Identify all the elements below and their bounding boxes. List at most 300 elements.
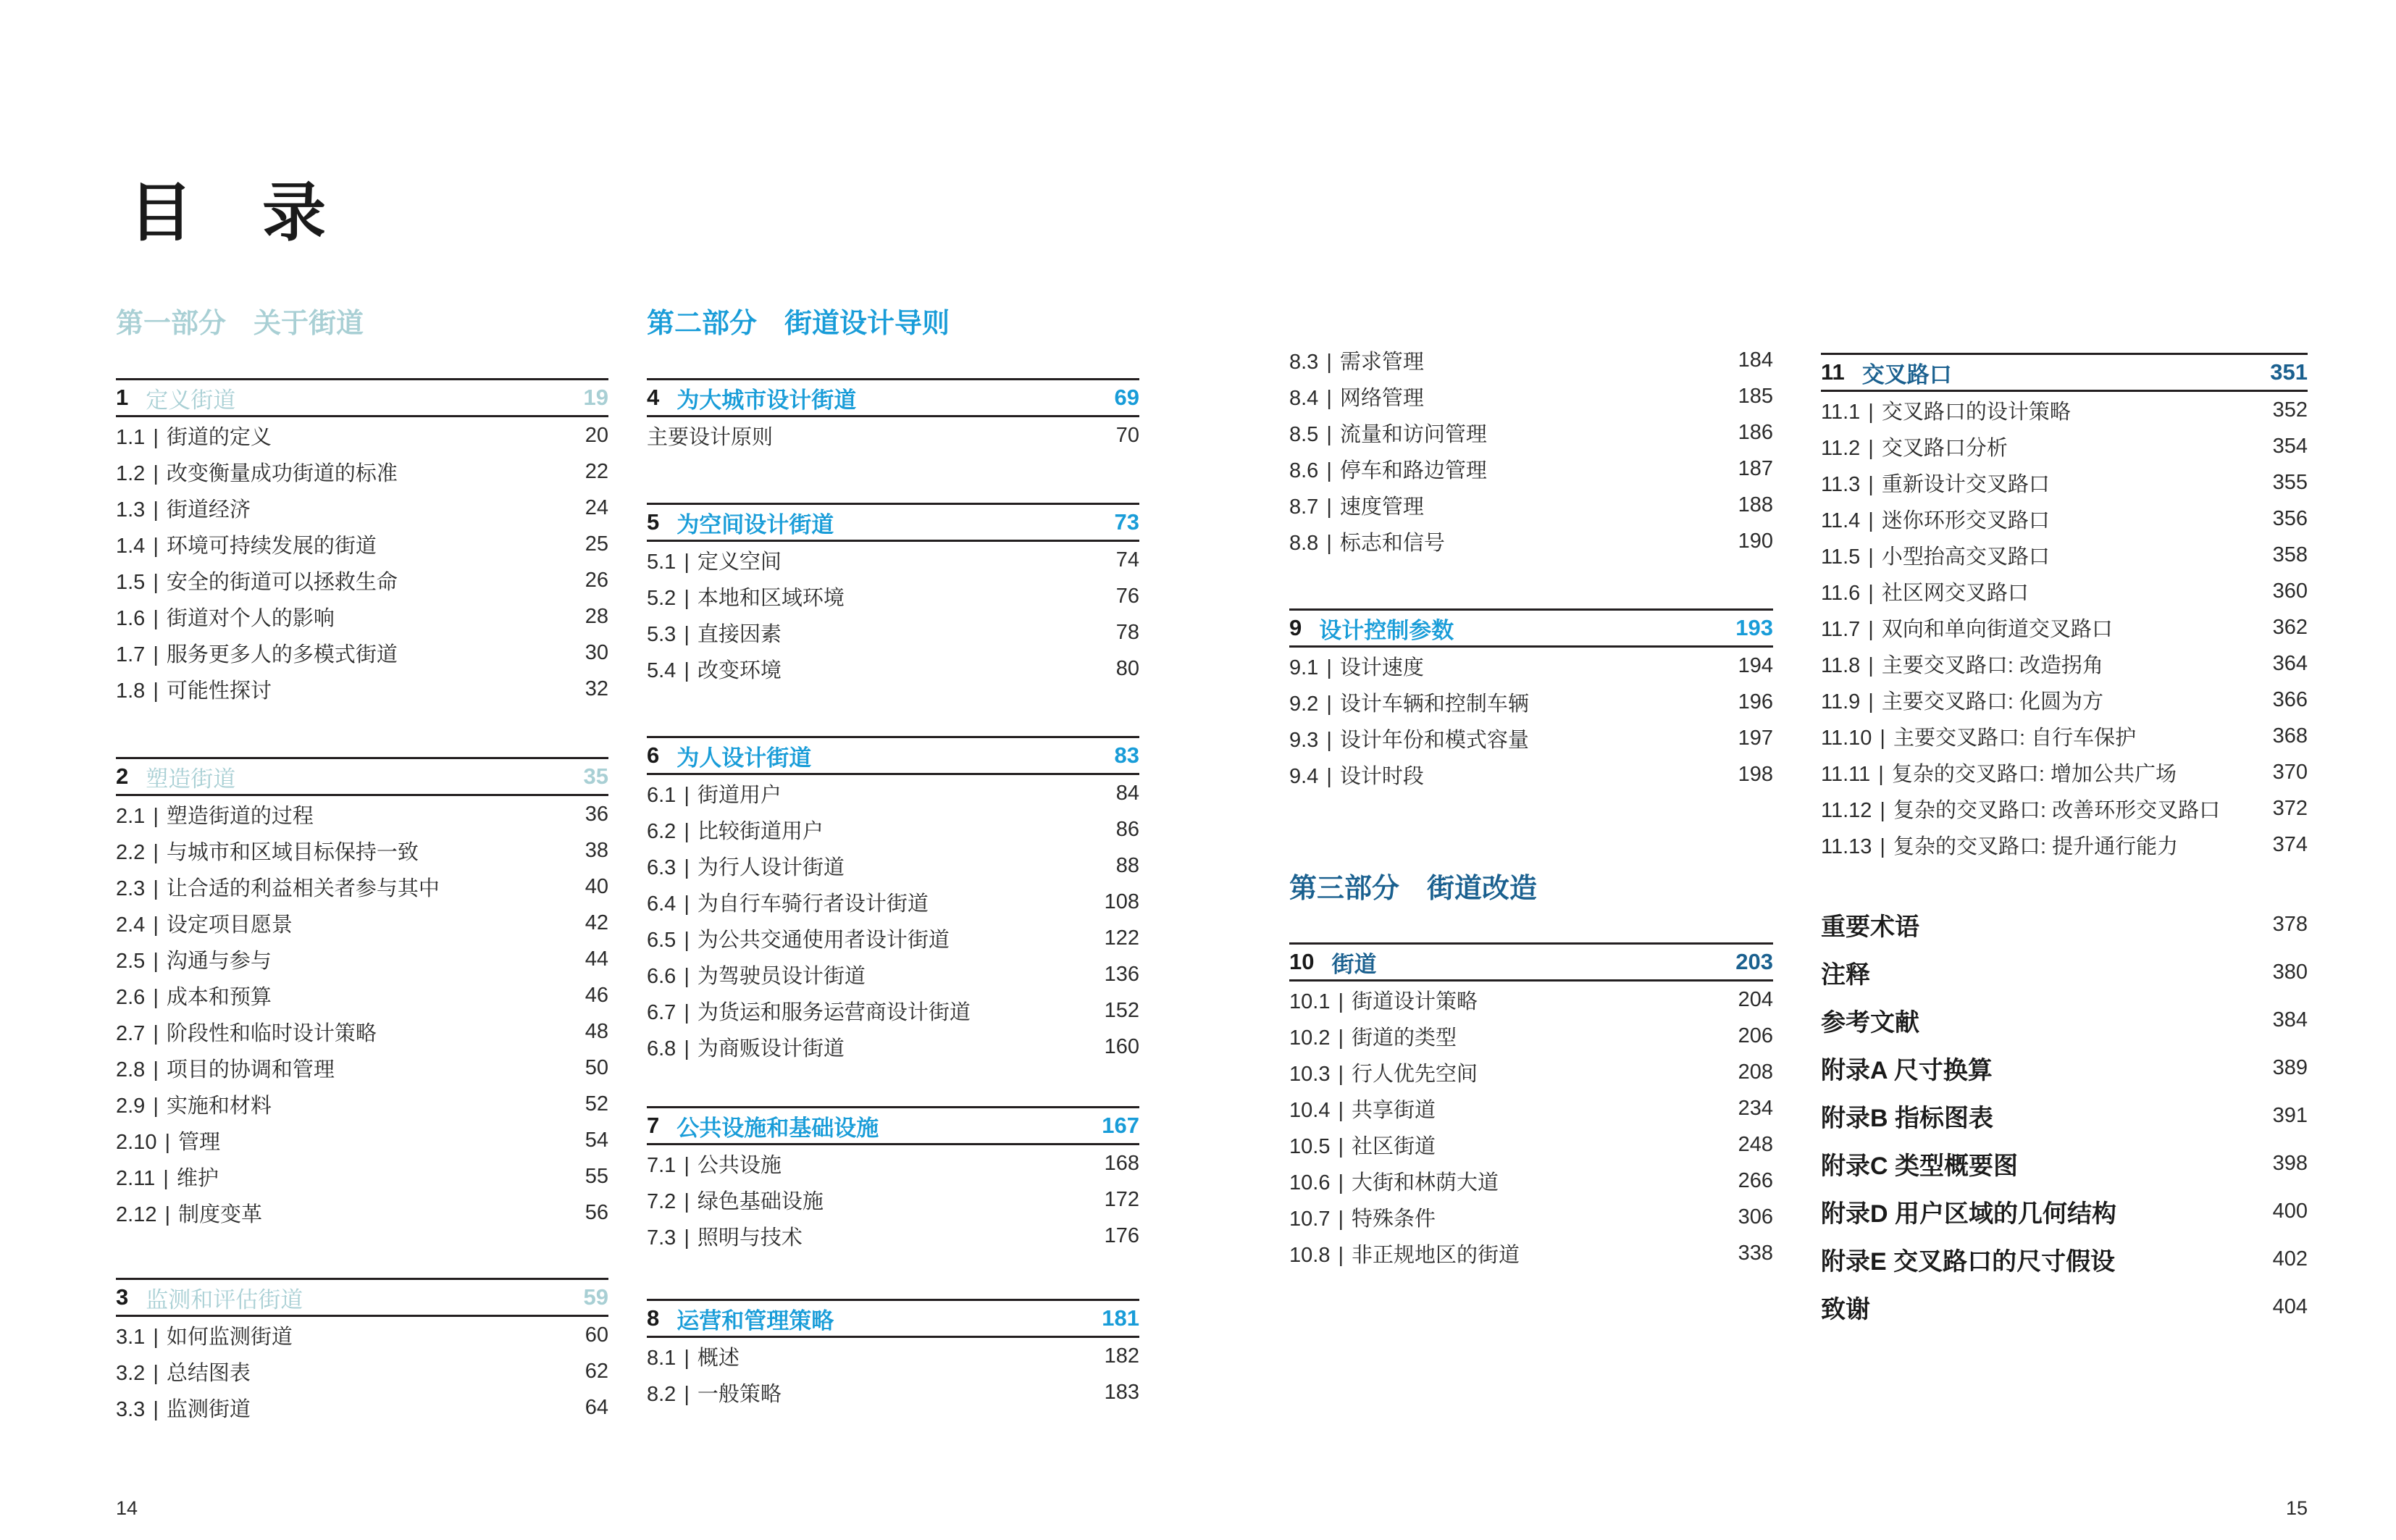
toc-item-title: 设计速度 <box>1339 656 1424 679</box>
toc-item-label <box>1821 432 2273 461</box>
toc-item-title: 改变衡量成功街道的标准 <box>166 461 398 485</box>
toc-row <box>647 1338 1139 1374</box>
toc-row <box>1821 573 2308 609</box>
toc-item-page: 248 <box>1738 1132 1773 1156</box>
toc-item-number: 9.2 <box>1289 692 1319 716</box>
page-title: 目 录 <box>129 177 330 248</box>
toc-item-separator-icon: | <box>1868 545 1874 569</box>
toc-item-separator-icon: | <box>1326 692 1332 716</box>
toc-item-label <box>116 1053 585 1083</box>
toc-item-label <box>116 1321 585 1350</box>
toc-item-page: 208 <box>1738 1060 1773 1084</box>
toc-row <box>1821 501 2308 537</box>
toc-item-number: 2.2 <box>116 840 146 864</box>
toc-item-separator-icon: | <box>153 876 159 900</box>
toc-item-title: 网络管理 <box>1339 386 1424 410</box>
toc-row <box>116 941 608 977</box>
toc-item-list <box>116 417 608 707</box>
toc-item-label <box>116 908 585 938</box>
toc-item-label <box>116 530 585 559</box>
chapter-title: 运营和管理策略 <box>677 1307 834 1334</box>
toc-row <box>116 598 608 635</box>
toc-item-page: 122 <box>1104 926 1139 950</box>
toc-row <box>116 1050 608 1086</box>
toc-row <box>647 848 1139 884</box>
toc-item-separator-icon: | <box>684 928 690 952</box>
toc-item-page: 64 <box>585 1395 608 1419</box>
backmatter-page: 391 <box>2272 1103 2308 1127</box>
backmatter-row <box>1821 948 2308 996</box>
toc-item-label <box>116 674 585 704</box>
toc-item-separator-icon: | <box>1326 350 1332 374</box>
toc-row <box>116 635 608 671</box>
toc-row <box>1821 827 2308 863</box>
toc-item-title: 成本和预算 <box>166 985 272 1009</box>
toc-item-page: 76 <box>1115 584 1139 608</box>
toc-row <box>1289 1018 1773 1054</box>
toc-item-number: 6.5 <box>647 928 677 952</box>
toc-item-page: 183 <box>1104 1380 1139 1404</box>
toc-item-label <box>1821 685 2273 715</box>
toc-item-number: 9.4 <box>1289 764 1319 788</box>
toc-row <box>116 832 608 869</box>
toc-item-number: 1.3 <box>116 498 146 522</box>
toc-item-page: 40 <box>585 874 608 898</box>
toc-item-separator-icon: | <box>153 840 159 864</box>
toc-item-label <box>647 618 1116 648</box>
toc-item-number: 2.10 <box>116 1130 157 1154</box>
toc-item-separator-icon: | <box>684 1189 690 1213</box>
backmatter-title: 附录D 用户区域的几何结构 <box>1821 1200 2116 1228</box>
toc-item-title: 总结图表 <box>166 1361 251 1385</box>
toc-item-page: 358 <box>2272 543 2308 566</box>
chapter-page: 69 <box>1114 385 1139 410</box>
backmatter-title: 重要术语 <box>1821 913 1919 941</box>
backmatter-row <box>1821 1235 2308 1283</box>
chapter-number: 8 <box>647 1305 660 1331</box>
toc-item-label <box>647 1221 1105 1251</box>
toc-row <box>1289 342 1773 378</box>
chapter-header <box>116 757 608 796</box>
toc-item-separator-icon: | <box>1868 400 1874 424</box>
toc-item-number: 11.6 <box>1821 581 1861 605</box>
toc-item-title: 街道的类型 <box>1352 1026 1457 1050</box>
toc-item-separator-icon: | <box>1326 728 1332 752</box>
toc-row <box>1821 682 2308 718</box>
page-number-left: 14 <box>116 1497 138 1519</box>
toc-row <box>116 490 608 526</box>
toc-item-label <box>116 1126 585 1155</box>
toc-item-separator-icon: | <box>684 1037 690 1060</box>
toc-item-title: 交叉路口分析 <box>1881 436 2008 460</box>
toc-item-label <box>1289 527 1738 556</box>
toc-row <box>647 992 1139 1029</box>
toc-item-title: 停车和路边管理 <box>1339 459 1487 482</box>
toc-row <box>116 671 608 707</box>
toc-item-number: 10.8 <box>1289 1243 1331 1267</box>
toc-item-label <box>647 1378 1105 1407</box>
toc-item-number: 1.8 <box>116 679 146 703</box>
backmatter-title: 附录E 交叉路口的尺寸假设 <box>1821 1247 2116 1276</box>
toc-column <box>1821 0 2308 1540</box>
toc-item-page: 234 <box>1738 1096 1773 1120</box>
toc-item-number: 6.6 <box>647 964 677 988</box>
toc-item-title: 维护 <box>176 1166 219 1190</box>
toc-item-number: 6.1 <box>647 783 677 807</box>
toc-item-number: 8.6 <box>1289 459 1319 482</box>
toc-item-page: 62 <box>585 1359 608 1383</box>
toc-item-number: 8.1 <box>647 1346 677 1370</box>
toc-row <box>116 1122 608 1158</box>
toc-item-separator-icon: | <box>153 498 159 522</box>
toc-row <box>116 905 608 941</box>
toc-row <box>647 884 1139 920</box>
toc-row <box>1289 1235 1773 1271</box>
toc-item-number: 10.7 <box>1289 1207 1331 1231</box>
toc-item-number: 6.3 <box>647 855 677 879</box>
toc-item-label <box>116 1357 585 1386</box>
toc-item-label <box>1821 794 2273 824</box>
toc-item-number: 6.7 <box>647 1000 677 1024</box>
toc-item-page: 52 <box>585 1092 608 1116</box>
toc-item-separator-icon: | <box>153 1021 159 1045</box>
toc-item-number: 2.1 <box>116 804 146 828</box>
toc-item-title: 标志和信号 <box>1339 531 1445 555</box>
toc-item-separator-icon: | <box>153 570 159 594</box>
toc-item-number: 7.1 <box>647 1153 677 1177</box>
chapter-page: 19 <box>583 385 608 410</box>
chapter-number: 1 <box>116 385 129 410</box>
toc-item-page: 36 <box>585 802 608 826</box>
toc-row <box>1821 428 2308 464</box>
toc-item-separator-icon: | <box>1338 1207 1344 1231</box>
toc-item-title: 实施和材料 <box>166 1094 272 1118</box>
toc-item-page: 190 <box>1738 529 1773 553</box>
toc-item-label <box>1821 504 2273 534</box>
chapter-block <box>1821 353 2308 863</box>
toc-item-number: 1.5 <box>116 570 146 594</box>
toc-item-list <box>647 775 1139 1065</box>
toc-item-label <box>647 851 1116 881</box>
toc-item-page: 74 <box>1115 548 1139 572</box>
toc-item-separator-icon: | <box>153 606 159 630</box>
toc-item-label <box>647 924 1105 953</box>
toc-item-title: 为商贩设计街道 <box>697 1037 845 1060</box>
toc-row <box>1821 645 2308 682</box>
backmatter-title: 附录C 类型概要图 <box>1821 1152 2018 1180</box>
toc-row <box>116 977 608 1013</box>
backmatter-block <box>1821 900 2308 1331</box>
toc-item-page: 88 <box>1115 853 1139 877</box>
chapter-block <box>647 1106 1139 1254</box>
toc-row <box>116 796 608 832</box>
toc-row <box>647 1145 1139 1181</box>
toc-item-separator-icon: | <box>1868 436 1874 460</box>
chapter-block <box>647 1299 1139 1410</box>
toc-item-title: 环境可持续发展的街道 <box>166 534 377 558</box>
toc-item-number: 2.8 <box>116 1058 146 1081</box>
toc-item-number: 2.11 <box>116 1166 156 1190</box>
toc-item-title: 小型抬高交叉路口 <box>1881 545 2050 569</box>
toc-row <box>647 1029 1139 1065</box>
toc-item-number: 5.2 <box>647 586 677 610</box>
toc-item-page: 84 <box>1115 781 1139 805</box>
toc-items-block <box>1289 342 1773 559</box>
toc-item-number: 2.5 <box>116 949 146 973</box>
toc-item-separator-icon: | <box>1326 459 1332 482</box>
chapter-header <box>116 378 608 417</box>
toc-item-title: 重新设计交叉路口 <box>1881 472 2050 496</box>
toc-item-page: 172 <box>1104 1187 1139 1211</box>
toc-item-title: 为驾驶员设计街道 <box>697 964 866 988</box>
toc-item-number: 2.6 <box>116 985 146 1009</box>
toc-item-label <box>116 1162 585 1192</box>
toc-item-label <box>1289 1021 1738 1051</box>
toc-item-number: 9.1 <box>1289 656 1319 679</box>
toc-item-list <box>647 1338 1139 1410</box>
toc-item-page: 160 <box>1104 1034 1139 1058</box>
backmatter-page: 398 <box>2272 1151 2308 1175</box>
toc-item-label <box>647 654 1116 684</box>
toc-row <box>647 1374 1139 1410</box>
toc-item-label <box>1821 577 2273 606</box>
backmatter-title: 致谢 <box>1821 1295 1870 1323</box>
toc-item-label <box>647 1149 1105 1179</box>
toc-item-separator-icon: | <box>684 1346 690 1370</box>
toc-item-number: 8.7 <box>1289 495 1319 519</box>
toc-item-label <box>116 945 585 974</box>
toc-item-title: 改变环境 <box>697 658 782 682</box>
toc-item-page: 28 <box>585 604 608 628</box>
toc-item-list <box>1289 982 1773 1271</box>
toc-item-label <box>116 800 585 829</box>
toc-item-page: 44 <box>585 947 608 971</box>
toc-item-title: 塑造街道的过程 <box>166 804 314 828</box>
toc-item-page: 196 <box>1738 690 1773 713</box>
toc-item-page: 38 <box>585 838 608 862</box>
chapter-title: 公共设施和基础设施 <box>677 1115 879 1141</box>
toc-item-number: 11.4 <box>1821 509 1861 532</box>
toc-item-separator-icon: | <box>153 461 159 485</box>
toc-item-separator-icon: | <box>1878 762 1884 786</box>
toc-item-page: 54 <box>585 1128 608 1152</box>
toc-item-separator-icon: | <box>684 622 690 646</box>
chapter-header <box>647 736 1139 775</box>
toc-item-number: 8.5 <box>1289 422 1319 446</box>
backmatter-page: 400 <box>2272 1199 2308 1223</box>
toc-item-title: 让合适的利益相关者参与其中 <box>166 876 440 900</box>
toc-item-number: 11.10 <box>1821 726 1872 750</box>
toc-item-separator-icon: | <box>684 1153 690 1177</box>
toc-item-page: 152 <box>1104 998 1139 1022</box>
toc-item-page: 352 <box>2272 398 2308 422</box>
toc-row <box>116 417 608 453</box>
toc-item-number: 2.12 <box>116 1202 157 1226</box>
toc-item-label <box>647 545 1116 575</box>
toc-item-page: 188 <box>1738 493 1773 516</box>
backmatter-list <box>1821 900 2308 1331</box>
toc-item-number: 9.3 <box>1289 728 1319 752</box>
toc-item-title: 概述 <box>697 1346 740 1370</box>
toc-item-label <box>116 566 585 595</box>
toc-item-page: 26 <box>585 568 608 592</box>
backmatter-title: 注释 <box>1821 961 1870 989</box>
toc-item-number: 11.13 <box>1821 834 1872 858</box>
toc-item-number: 1.7 <box>116 643 146 666</box>
toc-item-label <box>1821 396 2273 425</box>
toc-item-title: 主要交叉路口: 改造拐角 <box>1881 653 2103 677</box>
backmatter-row <box>1821 996 2308 1044</box>
toc-item-page: 78 <box>1115 620 1139 644</box>
toc-item-title: 服务更多人的多模式街道 <box>166 643 398 666</box>
toc-item-page: 80 <box>1115 656 1139 680</box>
toc-item-page: 60 <box>585 1323 608 1347</box>
toc-item-page: 187 <box>1738 456 1773 480</box>
toc-item-label <box>1821 468 2273 498</box>
toc-item-page: 198 <box>1738 762 1773 786</box>
toc-row <box>116 453 608 490</box>
backmatter-title: 附录B 指标图表 <box>1821 1104 1993 1132</box>
toc-item-label <box>116 421 585 451</box>
toc-item-title: 安全的街道可以拯救生命 <box>166 570 398 594</box>
chapter-number: 11 <box>1821 359 1845 385</box>
chapter-page: 351 <box>2270 359 2308 385</box>
toc-row <box>1289 684 1773 720</box>
backmatter-page: 402 <box>2272 1247 2308 1271</box>
backmatter-page: 380 <box>2272 960 2308 984</box>
toc-item-separator-icon: | <box>1338 1026 1344 1050</box>
chapter-block <box>647 736 1139 1065</box>
toc-item-title: 非正规地区的街道 <box>1352 1243 1520 1267</box>
toc-item-label <box>647 996 1105 1026</box>
chapter-page: 83 <box>1114 742 1139 768</box>
chapter-header <box>1289 608 1773 648</box>
chapter-block <box>647 503 1139 687</box>
toc-item-title: 设计时段 <box>1339 764 1424 788</box>
toc-item-number: 3.2 <box>116 1361 146 1385</box>
toc-row <box>647 578 1139 614</box>
toc-item-page: 194 <box>1738 653 1773 677</box>
toc-item-label <box>1289 724 1738 753</box>
chapter-number: 4 <box>647 385 660 410</box>
toc-item-title: 设计车辆和控制车辆 <box>1339 692 1529 716</box>
toc-item-page: 354 <box>2272 434 2308 458</box>
toc-item-page: 362 <box>2272 615 2308 639</box>
toc-item-page: 24 <box>585 495 608 519</box>
toc-item-title: 大街和林荫大道 <box>1352 1171 1499 1194</box>
toc-item-title: 街道用户 <box>697 783 782 807</box>
toc-item-label <box>1821 613 2273 643</box>
chapter-title: 塑造街道 <box>146 766 236 792</box>
chapter-page: 167 <box>1102 1113 1139 1138</box>
chapter-page: 73 <box>1114 509 1139 535</box>
chapter-header <box>116 1278 608 1317</box>
toc-item-separator-icon: | <box>1338 1171 1344 1194</box>
toc-item-title: 阶段性和临时设计策略 <box>166 1021 377 1045</box>
toc-item-label <box>116 1198 585 1228</box>
toc-item-separator-icon: | <box>164 1202 170 1226</box>
toc-item-list <box>647 1145 1139 1254</box>
toc-item-separator-icon: | <box>153 534 159 558</box>
toc-item-separator-icon: | <box>153 804 159 828</box>
toc-item-page: 168 <box>1104 1151 1139 1175</box>
backmatter-row <box>1821 1044 2308 1092</box>
chapter-title: 监测和评估街道 <box>146 1286 303 1313</box>
toc-item-label <box>1821 540 2273 570</box>
toc-item-label <box>1289 490 1738 520</box>
toc-item-page: 25 <box>585 532 608 556</box>
toc-item-list <box>1289 342 1773 559</box>
toc-item-label <box>1289 454 1738 484</box>
toc-item-label <box>1821 758 2273 787</box>
toc-item-title: 交叉路口的设计策略 <box>1881 400 2071 424</box>
toc-item-title: 街道设计策略 <box>1352 989 1478 1013</box>
toc-item-title: 公共设施 <box>697 1153 782 1177</box>
toc-item-title: 与城市和区域目标保持一致 <box>166 840 419 864</box>
toc-item-separator-icon: | <box>163 1166 169 1190</box>
toc-row <box>1289 756 1773 792</box>
toc-item-separator-icon: | <box>1338 1062 1344 1086</box>
chapter-header <box>647 378 1139 417</box>
toc-row <box>1289 523 1773 559</box>
chapter-title: 为人设计街道 <box>677 745 812 771</box>
toc-item-label <box>1289 1058 1738 1087</box>
toc-item-number: 3.1 <box>116 1325 146 1349</box>
toc-row <box>1289 487 1773 523</box>
toc-item-number: 2.9 <box>116 1094 146 1118</box>
toc-row <box>1821 754 2308 790</box>
backmatter-row <box>1821 1092 2308 1139</box>
toc-item-separator-icon: | <box>153 1361 159 1385</box>
toc-item-number: 6.4 <box>647 892 677 916</box>
toc-item-separator-icon: | <box>1338 1243 1344 1267</box>
backmatter-row <box>1821 1283 2308 1331</box>
toc-item-page: 366 <box>2272 687 2308 711</box>
toc-row <box>647 542 1139 578</box>
toc-item-number: 6.8 <box>647 1037 677 1060</box>
chapter-page: 193 <box>1735 615 1773 640</box>
toc-item-label <box>116 602 585 632</box>
toc-item-label <box>1289 1094 1738 1123</box>
toc-item-title: 社区街道 <box>1352 1134 1436 1158</box>
toc-item-number: 11.3 <box>1821 472 1861 496</box>
toc-item-separator-icon: | <box>1868 581 1874 605</box>
toc-item-separator-icon: | <box>1338 989 1344 1013</box>
toc-item-separator-icon: | <box>684 819 690 843</box>
part1-header: 第一部分 关于街道 <box>116 309 364 339</box>
toc-item-title: 项目的协调和管理 <box>166 1058 335 1081</box>
toc-item-page: 364 <box>2272 651 2308 675</box>
toc-row <box>1289 720 1773 756</box>
toc-item-title: 需求管理 <box>1339 350 1424 374</box>
chapter-block <box>116 1278 608 1426</box>
toc-item-label <box>647 582 1116 611</box>
chapter-header <box>1289 942 1773 982</box>
toc-item-label <box>1289 985 1738 1015</box>
toc-item-number: 2.3 <box>116 876 146 900</box>
toc-item-separator-icon: | <box>1338 1134 1344 1158</box>
toc-row <box>1289 648 1773 684</box>
page-number-right: 15 <box>2285 1497 2308 1519</box>
toc-item-separator-icon: | <box>153 1397 159 1421</box>
toc-item-title: 街道经济 <box>166 498 251 522</box>
toc-row <box>1821 718 2308 754</box>
toc-item-number: 5.4 <box>647 658 677 682</box>
toc-row <box>116 1013 608 1050</box>
toc-row <box>1289 982 1773 1018</box>
toc-item-page: 50 <box>585 1055 608 1079</box>
toc-item-title: 一般策略 <box>697 1382 782 1406</box>
